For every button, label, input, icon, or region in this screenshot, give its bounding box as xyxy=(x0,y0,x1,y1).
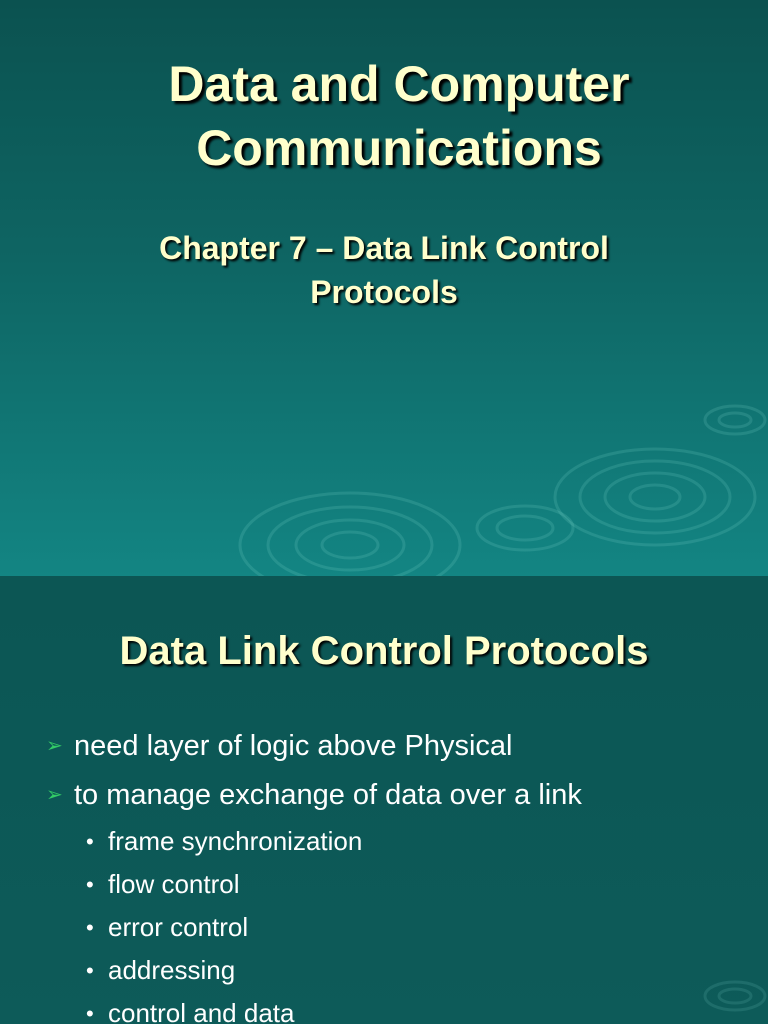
bullet-text: need layer of logic above Physical xyxy=(74,730,513,762)
bullet-text: to manage exchange of data over a link xyxy=(74,779,582,811)
chapter-subtitle xyxy=(0,226,768,314)
title-line-1: Data and Computer xyxy=(168,56,630,112)
sub-list-item xyxy=(46,863,582,906)
title-line-2: Communications xyxy=(196,120,602,176)
sub-bullet-text: frame synchronization xyxy=(108,826,363,856)
content-slide xyxy=(0,576,768,1024)
sub-list-item xyxy=(46,906,582,949)
presentation-title xyxy=(0,52,768,180)
sub-bullet-text: addressing xyxy=(108,955,236,985)
sub-list-item xyxy=(46,949,582,992)
bullet-list xyxy=(46,722,582,1024)
slide-title: Data Link Control Protocols xyxy=(119,629,649,673)
dot-icon: • xyxy=(86,915,94,940)
subtitle-line-2: Protocols xyxy=(310,274,458,310)
sub-list-item xyxy=(46,820,582,863)
sub-list-item xyxy=(46,992,582,1024)
list-item xyxy=(46,771,582,820)
dot-icon: • xyxy=(86,829,94,854)
sub-bullet-text: control and data xyxy=(108,998,295,1024)
sub-bullet-text: error control xyxy=(108,912,249,942)
list-item xyxy=(46,722,582,771)
arrow-right-icon: ➢ xyxy=(46,784,63,806)
dot-icon: • xyxy=(86,872,94,897)
dot-icon: • xyxy=(86,1001,94,1024)
dot-icon: • xyxy=(86,958,94,983)
sub-bullet-text: flow control xyxy=(108,869,240,899)
arrow-right-icon: ➢ xyxy=(46,735,63,757)
subtitle-line-1: Chapter 7 – Data Link Control xyxy=(159,230,609,266)
